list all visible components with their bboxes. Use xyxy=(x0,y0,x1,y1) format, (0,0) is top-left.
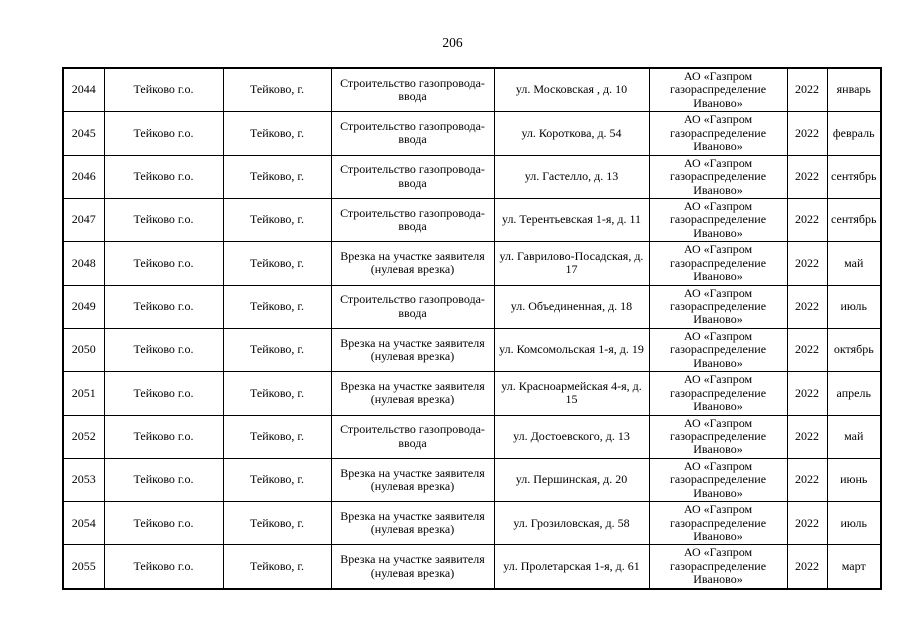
cell-work_type: Врезка на участке заявителя (нулевая врезка) xyxy=(331,458,494,501)
cell-organization: АО «Газпром газораспределение Иваново» xyxy=(649,372,787,415)
cell-work_type: Строительство газопровода-ввода xyxy=(331,415,494,458)
cell-month: апрель xyxy=(827,372,881,415)
cell-district: Тейково г.о. xyxy=(104,502,223,545)
cell-year: 2022 xyxy=(787,545,827,589)
cell-address: ул. Гаврилово-Посадская, д. 17 xyxy=(494,242,649,285)
cell-city: Тейково, г. xyxy=(223,198,331,241)
cell-month: май xyxy=(827,242,881,285)
cell-city: Тейково, г. xyxy=(223,112,331,155)
cell-district: Тейково г.о. xyxy=(104,372,223,415)
cell-id: 2048 xyxy=(63,242,104,285)
cell-address: ул. Красноармейская 4-я, д. 15 xyxy=(494,372,649,415)
cell-organization: АО «Газпром газораспределение Иваново» xyxy=(649,68,787,112)
table-row xyxy=(63,415,881,458)
cell-month: июль xyxy=(827,502,881,545)
cell-id: 2051 xyxy=(63,372,104,415)
cell-district: Тейково г.о. xyxy=(104,198,223,241)
cell-id: 2044 xyxy=(63,68,104,112)
cell-year: 2022 xyxy=(787,68,827,112)
cell-month: октябрь xyxy=(827,328,881,371)
cell-district: Тейково г.о. xyxy=(104,328,223,371)
cell-city: Тейково, г. xyxy=(223,458,331,501)
cell-address: ул. Терентьевская 1-я, д. 11 xyxy=(494,198,649,241)
cell-year: 2022 xyxy=(787,242,827,285)
cell-address: ул. Комсомольская 1-я, д. 19 xyxy=(494,328,649,371)
cell-district: Тейково г.о. xyxy=(104,285,223,328)
cell-city: Тейково, г. xyxy=(223,545,331,589)
cell-year: 2022 xyxy=(787,112,827,155)
cell-id: 2055 xyxy=(63,545,104,589)
cell-work_type: Врезка на участке заявителя (нулевая врезка) xyxy=(331,502,494,545)
cell-address: ул. Гастелло, д. 13 xyxy=(494,155,649,198)
cell-year: 2022 xyxy=(787,285,827,328)
cell-city: Тейково, г. xyxy=(223,415,331,458)
cell-district: Тейково г.о. xyxy=(104,458,223,501)
cell-organization: АО «Газпром газораспределение Иваново» xyxy=(649,242,787,285)
cell-work_type: Строительство газопровода-ввода xyxy=(331,285,494,328)
cell-address: ул. Пролетарская 1-я, д. 61 xyxy=(494,545,649,589)
cell-work_type: Строительство газопровода-ввода xyxy=(331,68,494,112)
cell-district: Тейково г.о. xyxy=(104,155,223,198)
cell-month: сентябрь xyxy=(827,155,881,198)
cell-id: 2045 xyxy=(63,112,104,155)
table-row xyxy=(63,328,881,371)
table-row xyxy=(63,372,881,415)
cell-organization: АО «Газпром газораспределение Иваново» xyxy=(649,328,787,371)
cell-month: июль xyxy=(827,285,881,328)
cell-month: июнь xyxy=(827,458,881,501)
table-row xyxy=(63,458,881,501)
table-row xyxy=(63,155,881,198)
cell-work_type: Строительство газопровода-ввода xyxy=(331,198,494,241)
cell-district: Тейково г.о. xyxy=(104,112,223,155)
cell-year: 2022 xyxy=(787,458,827,501)
cell-organization: АО «Газпром газораспределение Иваново» xyxy=(649,155,787,198)
table-row xyxy=(63,502,881,545)
table-body xyxy=(63,68,881,589)
cell-month: май xyxy=(827,415,881,458)
cell-work_type: Врезка на участке заявителя (нулевая врезка) xyxy=(331,372,494,415)
cell-work_type: Строительство газопровода-ввода xyxy=(331,112,494,155)
cell-year: 2022 xyxy=(787,198,827,241)
cell-work_type: Врезка на участке заявителя (нулевая врезка) xyxy=(331,242,494,285)
cell-city: Тейково, г. xyxy=(223,155,331,198)
cell-district: Тейково г.о. xyxy=(104,68,223,112)
cell-id: 2052 xyxy=(63,415,104,458)
cell-year: 2022 xyxy=(787,372,827,415)
cell-id: 2046 xyxy=(63,155,104,198)
cell-id: 2049 xyxy=(63,285,104,328)
table-row xyxy=(63,112,881,155)
cell-address: ул. Достоевского, д. 13 xyxy=(494,415,649,458)
cell-city: Тейково, г. xyxy=(223,68,331,112)
cell-organization: АО «Газпром газораспределение Иваново» xyxy=(649,415,787,458)
cell-organization: АО «Газпром газораспределение Иваново» xyxy=(649,198,787,241)
cell-organization: АО «Газпром газораспределение Иваново» xyxy=(649,285,787,328)
cell-organization: АО «Газпром газораспределение Иваново» xyxy=(649,458,787,501)
cell-organization: АО «Газпром газораспределение Иваново» xyxy=(649,545,787,589)
table-row xyxy=(63,68,881,112)
cell-year: 2022 xyxy=(787,328,827,371)
cell-district: Тейково г.о. xyxy=(104,545,223,589)
cell-work_type: Врезка на участке заявителя (нулевая врезка) xyxy=(331,545,494,589)
cell-address: ул. Московская , д. 10 xyxy=(494,68,649,112)
gas-connections-table xyxy=(62,67,882,590)
cell-organization: АО «Газпром газораспределение Иваново» xyxy=(649,112,787,155)
cell-year: 2022 xyxy=(787,155,827,198)
cell-address: ул. Объединенная, д. 18 xyxy=(494,285,649,328)
cell-city: Тейково, г. xyxy=(223,242,331,285)
cell-address: ул. Короткова, д. 54 xyxy=(494,112,649,155)
cell-address: ул. Грозиловская, д. 58 xyxy=(494,502,649,545)
table-row xyxy=(63,285,881,328)
cell-work_type: Врезка на участке заявителя (нулевая врезка) xyxy=(331,328,494,371)
cell-address: ул. Першинская, д. 20 xyxy=(494,458,649,501)
page-number: 206 xyxy=(442,35,463,50)
cell-city: Тейково, г. xyxy=(223,285,331,328)
table-row xyxy=(63,198,881,241)
cell-id: 2054 xyxy=(63,502,104,545)
cell-organization: АО «Газпром газораспределение Иваново» xyxy=(649,502,787,545)
cell-city: Тейково, г. xyxy=(223,502,331,545)
cell-district: Тейково г.о. xyxy=(104,242,223,285)
cell-month: февраль xyxy=(827,112,881,155)
cell-city: Тейково, г. xyxy=(223,328,331,371)
table-row xyxy=(63,242,881,285)
table-row xyxy=(63,545,881,589)
cell-month: март xyxy=(827,545,881,589)
cell-month: январь xyxy=(827,68,881,112)
cell-id: 2053 xyxy=(63,458,104,501)
cell-city: Тейково, г. xyxy=(223,372,331,415)
cell-district: Тейково г.о. xyxy=(104,415,223,458)
cell-year: 2022 xyxy=(787,415,827,458)
cell-year: 2022 xyxy=(787,502,827,545)
cell-month: сентябрь xyxy=(827,198,881,241)
cell-id: 2047 xyxy=(63,198,104,241)
cell-work_type: Строительство газопровода-ввода xyxy=(331,155,494,198)
cell-id: 2050 xyxy=(63,328,104,371)
